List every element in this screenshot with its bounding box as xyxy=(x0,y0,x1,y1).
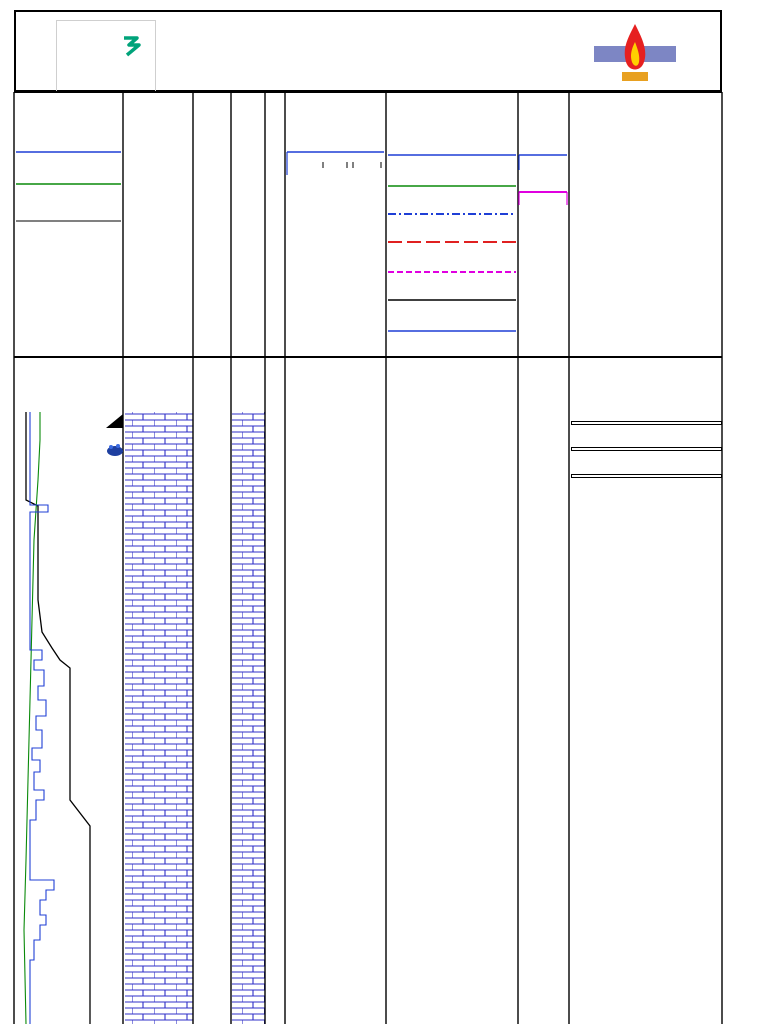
cutting-lithology-fill xyxy=(125,412,193,1024)
drilling-scales xyxy=(0,0,768,360)
interpreted-lithology-fill xyxy=(232,412,265,1024)
bit-icon xyxy=(107,444,123,456)
cutting-lithology-white xyxy=(125,357,193,412)
spud-date-remark xyxy=(571,421,722,425)
mud-type-remark xyxy=(571,474,722,478)
casing-shoe-icon xyxy=(106,414,123,428)
wob-curve xyxy=(24,412,40,1024)
rkb-remark xyxy=(571,447,722,451)
